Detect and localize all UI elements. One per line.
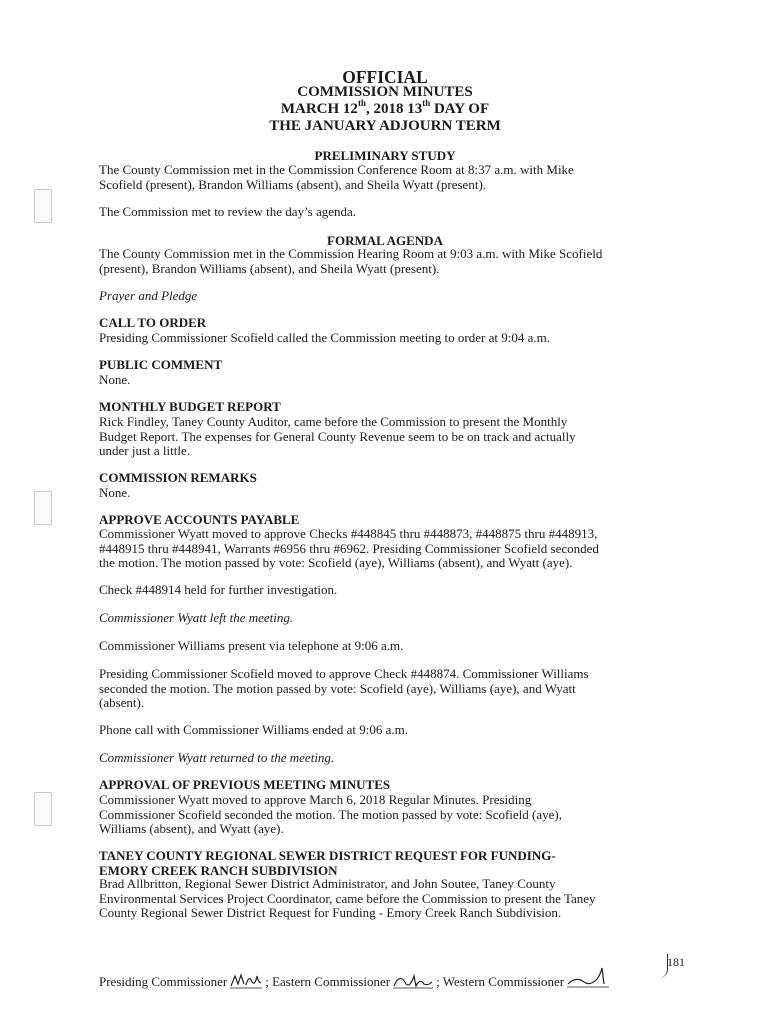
formal-agenda-text xyxy=(99,247,699,276)
text-line: The County Commission met in the Commission Conference Room at 8:37 a.m. with Mike xyxy=(99,162,574,177)
public-comment-text: None. xyxy=(99,372,131,387)
document-date-line xyxy=(0,98,770,118)
preliminary-text xyxy=(99,163,699,192)
text-line: Budget Report. The expenses for General County Revenue seem to be on track and actually xyxy=(99,428,576,444)
date-suffix: th xyxy=(357,98,366,108)
binder-mark xyxy=(34,189,52,223)
check-held-text: Check #448914 held for further investigation. xyxy=(99,582,338,597)
heading-line: EMORY CREEK RANCH SUBDIVISION xyxy=(99,862,338,878)
second-motion-text xyxy=(99,667,699,711)
presiding-commissioner-label: Presiding Commissioner xyxy=(99,974,228,989)
signature-footer xyxy=(99,966,612,990)
wyatt-left-note: Commissioner Wyatt left the meeting. xyxy=(99,610,294,625)
text-line: Environmental Services Project Coordinator, came before the Commission to present the Taney xyxy=(99,890,596,906)
text-line: (absent). xyxy=(99,695,145,710)
public-comment-heading: PUBLIC COMMENT xyxy=(99,357,223,372)
text-line: Brad Allbritton, Regional Sewer District Administrator, and John Soutee, Taney County xyxy=(99,876,556,891)
budget-report-text xyxy=(99,415,699,459)
presiding-signature xyxy=(229,970,263,990)
previous-minutes-heading: APPROVAL OF PREVIOUS MEETING MINUTES xyxy=(99,777,391,792)
text-line: Williams (absent), and Wyatt (aye). xyxy=(99,821,284,836)
text-line: Commissioner Scofield seconded the motion. The motion passed by vote: Scofield (aye), xyxy=(99,806,562,822)
text-line: Rick Findley, Taney County Auditor, came before the Commission to present the Monthly xyxy=(99,414,568,429)
williams-phone-text: Commissioner Williams present via telephone at 9:06 a.m. xyxy=(99,638,404,653)
agenda-review-text: The Commission met to review the day’s agenda. xyxy=(99,204,357,219)
date-text: DAY OF xyxy=(430,101,490,117)
binder-mark xyxy=(34,491,52,525)
text-line: Commissioner Wyatt moved to approve Checks #448845 thru #448873, #448875 thru #448913, xyxy=(99,526,598,541)
document-subtitle: COMMISSION MINUTES xyxy=(297,84,473,100)
call-to-order-text: Presiding Commissioner Scofield called the Commission meeting to order at 9:04 a.m. xyxy=(99,330,550,345)
document-term-line: THE JANUARY ADJOURN TERM xyxy=(269,118,501,134)
text-line: County Regional Sewer District Request for Funding - Emory Creek Ranch Subdivision. xyxy=(99,905,562,920)
text-line: The County Commission met in the Commission Hearing Room at 9:03 a.m. with Mike Scofield xyxy=(99,246,603,261)
text-line: Commissioner Wyatt moved to approve March 6, 2018 Regular Minutes. Presiding xyxy=(99,792,532,807)
phone-ended-text: Phone call with Commissioner Williams ended at 9:06 a.m. xyxy=(99,722,409,737)
accounts-payable-motion xyxy=(99,527,699,571)
eastern-signature xyxy=(392,968,434,990)
commission-remarks-text: None. xyxy=(99,485,131,500)
text-line: Scofield (present), Brandon Williams (absent), and Sheila Wyatt (present). xyxy=(99,176,487,192)
sewer-request-text xyxy=(99,877,699,921)
text-line: under just a little. xyxy=(99,443,190,458)
previous-minutes-text xyxy=(99,793,699,837)
western-commissioner-label: ; Western Commissioner xyxy=(436,974,565,989)
wyatt-returned-note: Commissioner Wyatt returned to the meeting. xyxy=(99,750,335,765)
budget-report-heading: MONTHLY BUDGET REPORT xyxy=(99,399,281,414)
formal-agenda-heading: FORMAL AGENDA xyxy=(327,233,443,248)
text-line: (present), Brandon Williams (absent), and Sheila Wyatt (present). xyxy=(99,260,440,276)
text-line: #448915 thru #448941, Warrants #6956 thru #6962. Presiding Commissioner Scofield seconded xyxy=(99,540,599,556)
text-line: Presiding Commissioner Scofield moved to approve Check #448874. Commissioner Williams xyxy=(99,666,589,681)
accounts-payable-heading: APPROVE ACCOUNTS PAYABLE xyxy=(99,512,300,527)
text-line: the motion. The motion passed by vote: Scofield (aye), Williams (absent), and Wyatt (aye). xyxy=(99,555,573,570)
sewer-request-heading xyxy=(99,849,556,878)
eastern-commissioner-label: ; Eastern Commissioner xyxy=(265,974,391,989)
preliminary-study-heading: PRELIMINARY STUDY xyxy=(314,148,456,163)
binder-mark xyxy=(34,792,52,826)
date-text: MARCH 12 xyxy=(280,101,358,117)
document-title: OFFICIAL xyxy=(342,67,428,87)
call-to-order-heading: CALL TO ORDER xyxy=(99,315,207,330)
heading-line: TANEY COUNTY REGIONAL SEWER DISTRICT REQUEST FOR FUNDING- xyxy=(99,848,556,863)
western-signature xyxy=(566,966,610,990)
commission-remarks-heading: COMMISSION REMARKS xyxy=(99,470,257,485)
day-suffix: th xyxy=(422,98,431,108)
date-text: , 2018 13 xyxy=(365,101,423,117)
page-number: 181 xyxy=(667,955,685,969)
text-line: seconded the motion. The motion passed by vote: Scofield (aye), Williams (aye), and Wyatt xyxy=(99,680,576,696)
prayer-pledge: Prayer and Pledge xyxy=(99,288,198,303)
